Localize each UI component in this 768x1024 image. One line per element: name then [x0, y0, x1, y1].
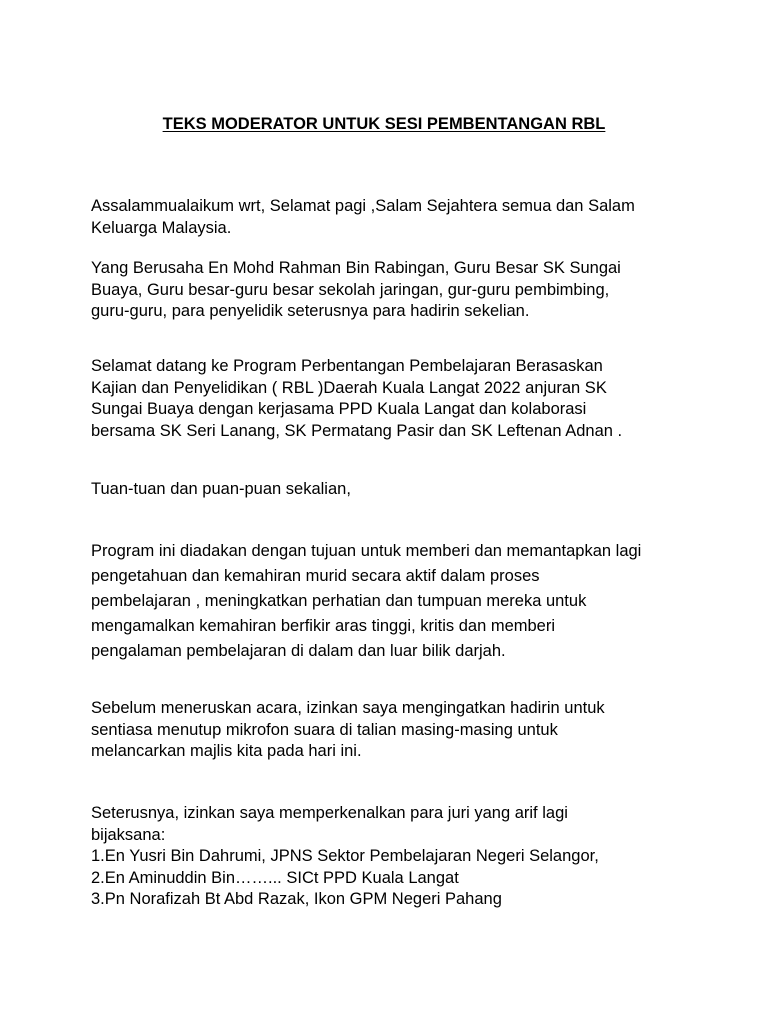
text-line: Assalammualaikum wrt, Selamat pagi ,Salam Sejahtera semua dan Salam — [91, 197, 635, 215]
text-line: sentiasa menutup mikrofon suara di talian masing-masing untuk — [91, 720, 558, 739]
text-line: Kajian dan Penyelidikan ( RBL )Daerah Kuala Langat 2022 anjuran SK — [91, 378, 607, 397]
text-line: Sebelum meneruskan acara, izinkan saya mengingatkan hadirin untuk — [91, 699, 605, 717]
address-paragraph — [91, 479, 691, 501]
judge-list-item: 1.En Yusri Bin Dahrumi, JPNS Sektor Pembelajaran Negeri Selangor, — [91, 847, 599, 865]
text-line: bijaksana: — [91, 825, 166, 844]
text-line: mengamalkan kemahiran berfikir aras tinggi, kritis dan memberi — [91, 617, 556, 635]
text-line: Sungai Buaya dengan kerjasama PPD Kuala Langat dan kolaborasi — [91, 400, 587, 418]
text-line: bersama SK Seri Lanang, SK Permatang Pasir dan SK Leftenan Adnan . — [91, 421, 623, 440]
text-line: pengalaman pembelajaran di dalam dan luar bilik darjah. — [91, 642, 506, 660]
judges-paragraph — [91, 803, 691, 911]
text-line: melancarkan majlis kita pada hari ini. — [91, 742, 362, 760]
greeting-paragraph — [91, 196, 691, 239]
text-line: Program ini diadakan dengan tujuan untuk memberi dan memantapkan lagi — [91, 542, 642, 560]
text-line: Keluarga Malaysia. — [91, 218, 232, 237]
text-line: Seterusnya, izinkan saya memperkenalkan para juri yang arif lagi — [91, 804, 568, 822]
text-line: Yang Berusaha En Mohd Rahman Bin Rabingan, Guru Besar SK Sungai — [91, 259, 621, 277]
judge-list-item: 2.En Aminuddin Bin……... SICt PPD Kuala Langat — [91, 868, 459, 887]
text-line: Selamat datang ke Program Perbentangan Pembelajaran Berasaskan — [91, 357, 603, 375]
text-line: guru-guru, para penyelidik seterusnya para hadirin sekelian. — [91, 302, 530, 320]
text-line: Buaya, Guru besar-guru besar sekolah jaringan, gur-guru pembimbing, — [91, 280, 610, 299]
salutation-paragraph — [91, 258, 691, 323]
program-purpose-paragraph — [91, 539, 691, 664]
text-line: pengetahuan dan kemahiran murid secara aktif dalam proses — [91, 567, 540, 585]
document-title — [0, 113, 768, 135]
judge-list-item: 3.Pn Norafizah Bt Abd Razak, Ikon GPM Negeri Pahang — [91, 890, 502, 908]
document-title-text: TEKS MODERATOR UNTUK SESI PEMBENTANGAN RBL — [162, 115, 606, 133]
welcome-paragraph — [91, 356, 691, 442]
text-line: pembelajaran , meningkatkan perhatian dan tumpuan mereka untuk — [91, 592, 587, 610]
text-line: Tuan-tuan dan puan-puan sekalian, — [91, 480, 351, 498]
reminder-paragraph — [91, 698, 691, 763]
